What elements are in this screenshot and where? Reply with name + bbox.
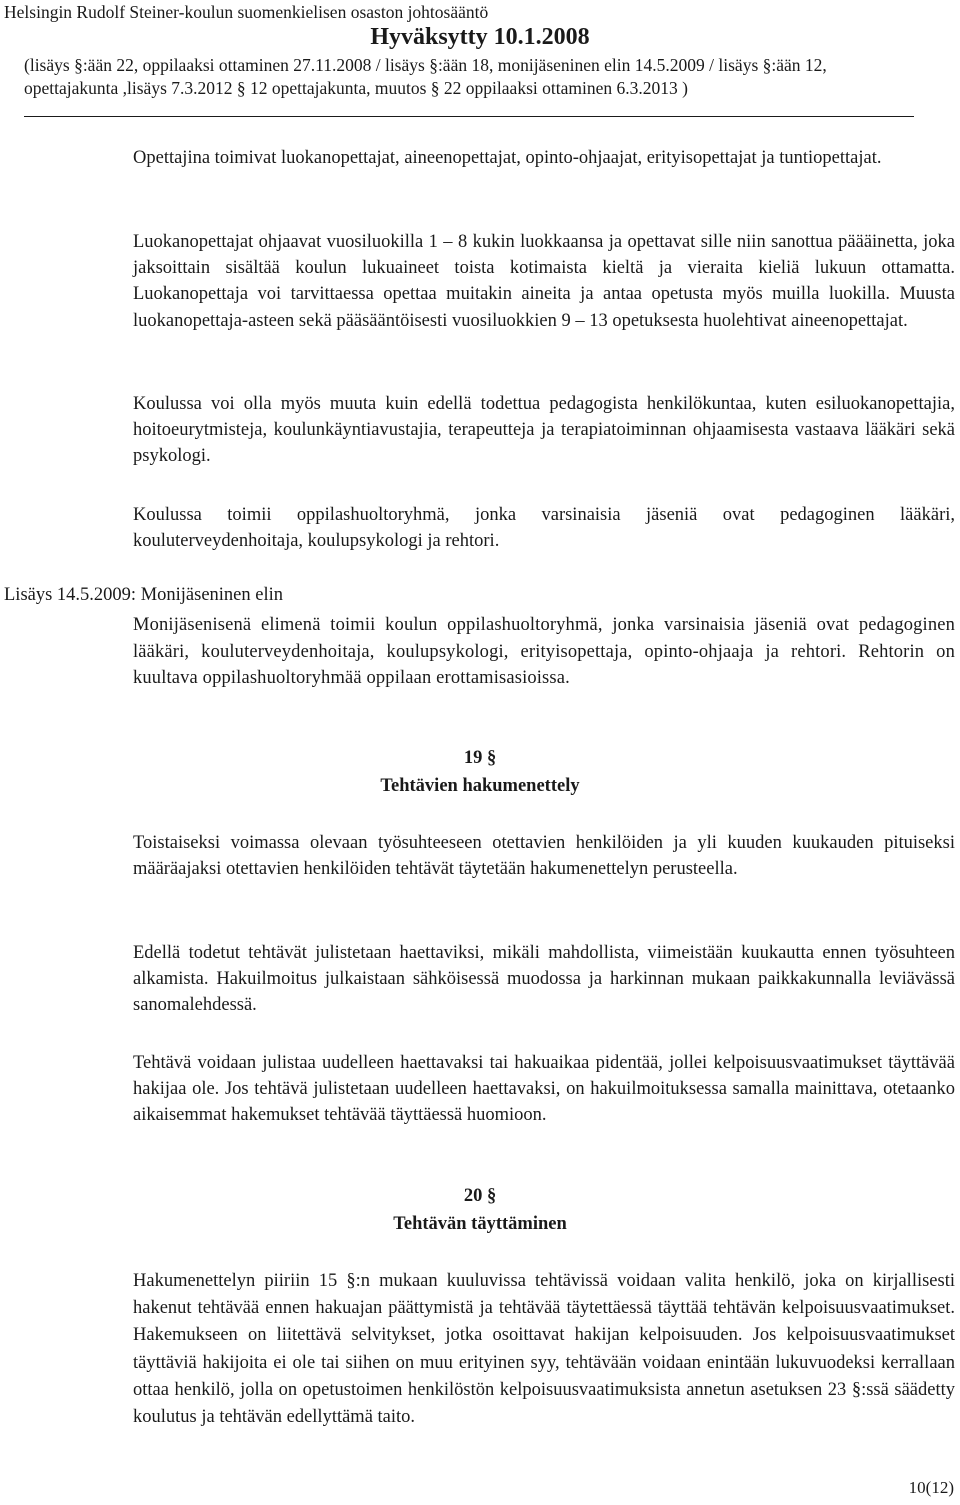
section-19-number: 19 § — [463, 748, 497, 768]
paragraph-welfare-group: Koulussa toimii oppilashuoltoryhmä, jonka varsinaisia jäseniä ovat pedagoginen lääkäri, kouluterveydenhoitaja, koulupsykologi ja rehtori. — [133, 505, 955, 552]
paragraph-class-teachers: Luokanopettajat ohjaavat vuosiluokilla 1 – 8 kukin luokkaansa ja opettavat sille niin sanottua päääinetta, joka jaksoittain sisältää koulun lukuaineet toista kotimaista kieltä ja vieraita kieliä lukuun ottamatta. Luokanopettaja voi tarvittaessa opettaa muitakin aineita ja antaa opetusta myös muilla luokilla. Muusta luokanopettaja-asteen sekä pääsääntöisesti vuosiluokkien 9 – 13 opetuksesta huolehtivat aineenopettajat. — [133, 232, 955, 331]
addition-text: Monijäsenisenä elimenä toimii koulun oppilashuoltoryhmä, jonka varsinaisia jäseniä ovat pedagoginen lääkäri, kouluterveydenhoitaja, koulupsykologi, erityisopettaja, opinto-ohjaaja ja rehtori. Rehtorin on kuultava oppilashuoltoryhmää oppilaan erottamisasioissa. — [133, 615, 955, 688]
document-title: Helsingin Rudolf Steiner-koulun suomenkielisen osaston johtosääntö — [4, 2, 489, 22]
addition-heading: Lisäys 14.5.2009: Monijäseninen elin — [4, 585, 284, 605]
section-19-paragraph-1: Toistaiseksi voimassa olevaan työsuhteeseen otettavien henkilöiden ja yli kuuden kuukauden pituiseksi määräajaksi otettavien henkilöiden tehtävät täytetään hakumenettelyn perusteella. — [133, 833, 955, 880]
section-19-paragraph-3: Tehtävä voidaan julistaa uudelleen haettavaksi tai hakuaikaa pidentää, jollei kelpoisuusvaatimukset täyttävää hakijaa ole. Jos tehtävä julistetaan uudelleen haettavaksi, on hakuilmoituksessa samalla mainittava, otetaanko aikaisemmat hakemukset tehtävää täyttäessä huomioon. — [133, 1053, 955, 1126]
section-20-number: 20 § — [463, 1186, 497, 1206]
header-divider — [24, 116, 914, 117]
section-20-paragraph-1: Hakumenettelyn piiriin 15 §:n mukaan kuuluvissa tehtävissä voidaan valita henkilö, joka on kirjallisesti hakenut tehtävää ennen hakuajan päättymistä ja tehtävää täytettäessä täyttää tehtävän kelpoisuusvaatimukset. Hakemukseen on liitettävä selvitykset, jotka osoittavat hakijan kelpoisuuden. Jos kelpoisuusvaatimukset täyttäviä hakijoita ei ole tai siihen on muu erityinen syy, tehtävään voidaan enintään lukuvuodeksi kerrallaan ottaa henkilö, jolla on opetustoimen henkilöstön kelpoisuusvaatimuksista annetun asetuksen 23 §:ssä säädetty koulutus ja tehtävän edellyttämä taito. — [133, 1271, 955, 1428]
amendments-line-2: opettajakunta ,lisäys 7.3.2012 § 12 opettajakunta, muutos § 22 oppilaaksi ottaminen 6.3.2013 ) — [24, 78, 688, 98]
section-19-title: Tehtävien hakumenettely — [380, 776, 580, 796]
section-19-paragraph-2: Edellä todetut tehtävät julistetaan haettaviksi, mikäli mahdollista, viimeistään kuukautta ennen työsuhteen alkamista. Hakuilmoitus julkaistaan sähköisessä muodossa ja harkinnan mukaan paikkakunnalla leviävässä sanomalehdessä. — [133, 943, 955, 1016]
approval-date: Hyväksytty 10.1.2008 — [370, 24, 590, 50]
paragraph-other-staff: Koulussa voi olla myös muuta kuin edellä todettua pedagogista henkilökuntaa, kuten esiluokanopettajia, hoitoeurytmisteja, koulunkäyntiavustajia, terapeutteja ja terapiatoiminnan ohjaamisesta vastaava lääkäri sekä psykologi. — [133, 394, 955, 467]
page-number: 10(12) — [908, 1478, 954, 1497]
amendments-line-1: (lisäys §:ään 22, oppilaaksi ottaminen 27.11.2008 / lisäys §:ään 18, monijäseninen elin 14.5.2009 / lisäys §:ään 12, — [24, 55, 827, 75]
section-20-title: Tehtävän täyttäminen — [393, 1214, 567, 1234]
paragraph-teachers: Opettajina toimivat luokanopettajat, aineenopettajat, opinto-ohjaajat, erityisopettajat ja tuntiopettajat. — [133, 148, 882, 168]
